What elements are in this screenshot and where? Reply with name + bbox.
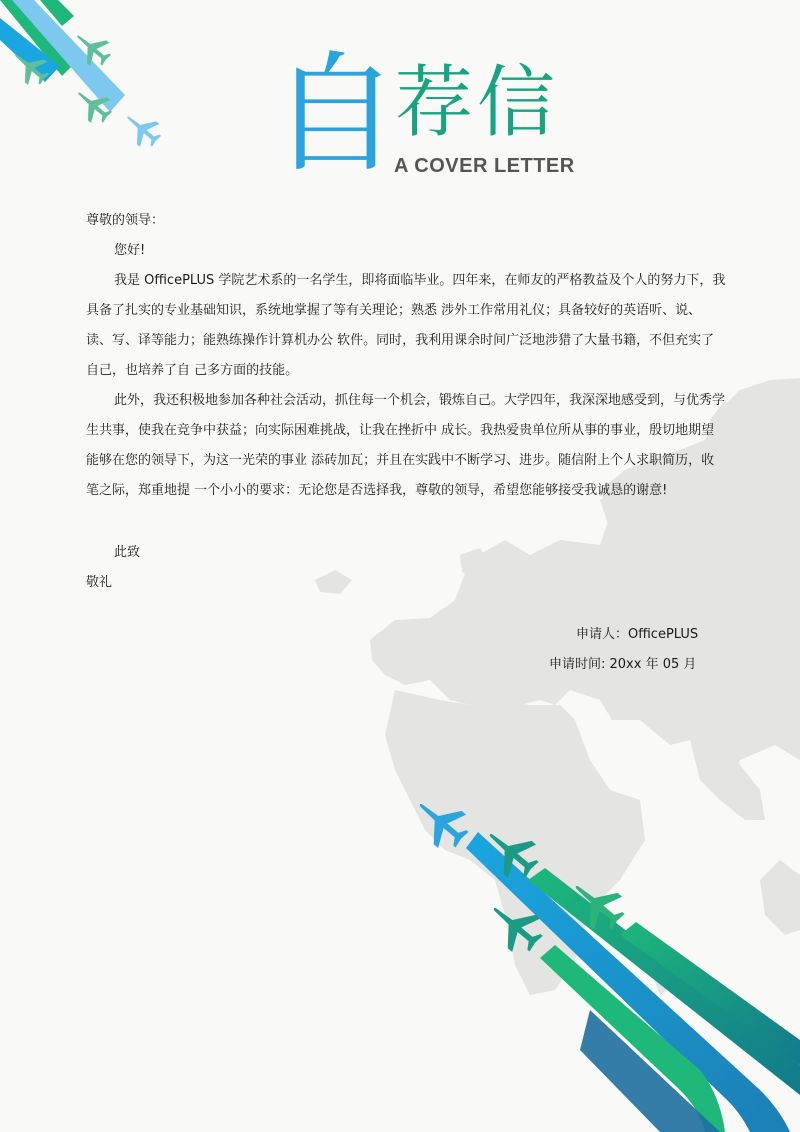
closing-line-1: 此致 <box>114 545 141 560</box>
title-subtitle: A COVER LETTER <box>394 155 575 177</box>
application-date: 申请时间: 20xx 年 05 月 <box>549 657 697 672</box>
title-main-rest: 荐信 <box>395 58 560 148</box>
letter-greeting: 尊敬的领导： <box>86 213 165 228</box>
letter-paragraph-2: 此外，我还积极地参加各种社会活动，抓住每一个机会，锻炼自己。大学四年，我深深地感受到，与优秀学生共事，使我在竞争中获益；向实际困难挑战，让我在挫折中 成长。我热爱贵单位所从事的事业，殷切地期望能够在您的领导下，为这一光荣的事业 添砖加瓦；并且在实践中不断学习、进步。随信附上个人求职简历，收笔之际，郑重地提 一个小小的要求：无论您是否选择我，尊敬的领导，希望您能够接受我诚恳的谢意! <box>86 393 726 498</box>
closing-line-2: 敬礼 <box>86 575 113 590</box>
title-main-char: 自 <box>270 38 401 190</box>
bottom-right-streaks <box>466 832 800 1132</box>
letter-paragraph-1: 我是 OfficePLUS 学院艺术系的一名学生，即将面临毕业。四年来，在师友的严格教益及个人的努力下，我具备了扎实的专业基础知识，系统地掌握了等有关理论；熟悉 涉外工作常用礼仪；具备较好的英语听、说、读、写、译等能力；能熟练操作计算机办公 软件。同时，我利用课余时间广泛地涉猎了大量书籍，不但充实了自己，也培养了自 己多方面的技能。 <box>86 273 726 378</box>
signature-block <box>549 620 698 680</box>
letter-closing <box>86 538 140 598</box>
letter-body <box>86 206 726 506</box>
airplane-icon <box>118 105 166 152</box>
applicant-name: 申请人：OfficePLUS <box>576 627 699 642</box>
letter-salutation: 您好! <box>114 243 146 258</box>
